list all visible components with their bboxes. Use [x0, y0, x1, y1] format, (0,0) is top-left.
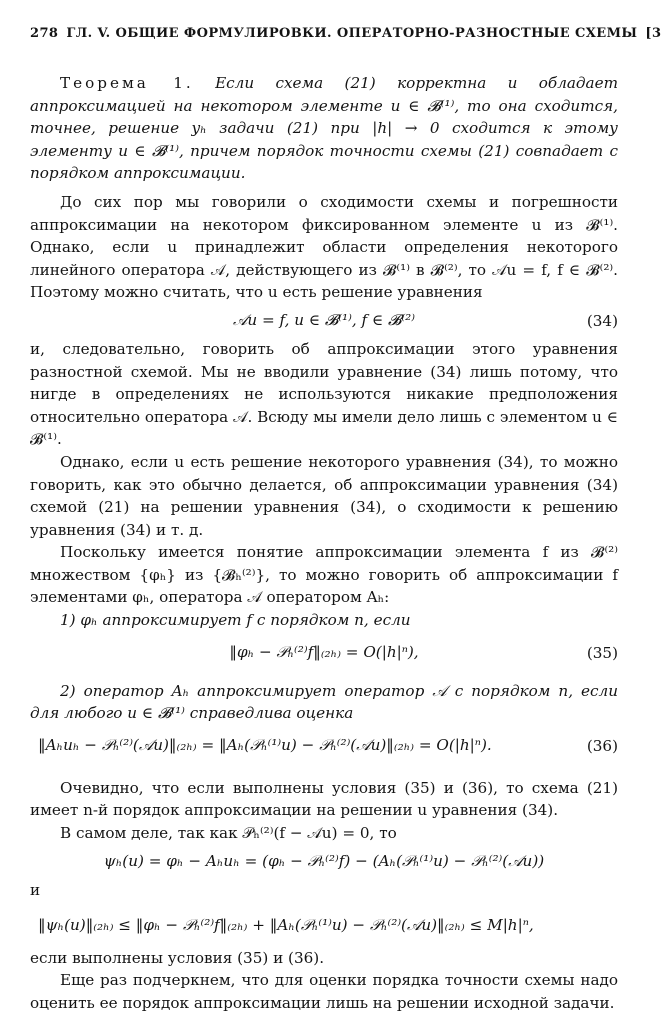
equation-35	[30, 632, 618, 674]
running-title: ГЛ. V. ОБЩИЕ ФОРМУЛИРОВКИ. ОПЕРАТОРНО-РАЗНОСТНЫЕ СХЕМЫ	[66, 26, 638, 41]
equation-34	[30, 304, 618, 338]
equation-35-body: ‖φₕ − 𝒫ₕ⁽²⁾f‖₍₂ₕ₎ = O(|h|ⁿ),	[229, 643, 419, 662]
page-number: 278	[30, 26, 59, 41]
list-item-1	[30, 609, 618, 632]
equation-36	[30, 725, 618, 767]
equation-34-number: (34)	[586, 311, 618, 330]
equation-norm-body: ‖ψₕ(u)‖₍₂ₕ₎ ≤ ‖φₕ − 𝒫ₕ⁽²⁾f‖₍₂ₕ₎ + ‖Aₕ(𝒫ₕ⁽¹⁾u) − 𝒫ₕ⁽²⁾(𝒜u)‖₍₂ₕ₎ ≤ M|h|ⁿ,	[38, 916, 534, 935]
paragraph-4: Поскольку имеется понятие аппроксимации элемента f из 𝓑⁽²⁾ множеством {φₕ} из {𝓑ₕ⁽²⁾}, то можно говорить об аппроксимации f элементами φₕ, оператора 𝒜 оператором Aₕ:	[30, 543, 618, 607]
theorem-text: Если схема (21) корректна и обладает аппроксимацией на некотором элементе u ∈ 𝓑⁽¹⁾, то она сходится, точнее, решение yₕ задачи (21) при |h| → 0 сходится к этому элементу u ∈ 𝓑⁽¹⁾, причем порядок точности схемы (21) совпадает с порядком аппроксимации.	[30, 74, 618, 183]
equation-34-body: 𝒜u = f, u ∈ 𝓑⁽¹⁾, f ∈ 𝓑⁽²⁾	[232, 311, 415, 330]
equation-norm	[30, 905, 618, 947]
equation-36-number: (36)	[586, 736, 618, 755]
conjunction-and: и	[30, 880, 41, 899]
paragraph-2: и, следовательно, говорить об аппроксимации этого уравнения разностной схемой. Мы не вводили уравнение (34) лишь потому, что нигде в определениях не используются никакие предположения относительно оператора 𝒜. Всюду мы имели дело лишь с элементом u ∈ 𝓑⁽¹⁾.	[30, 339, 618, 449]
section-number: [3	[645, 26, 661, 41]
list-item-2	[30, 680, 618, 725]
paragraph-7: если выполнены условия (35) и (36).	[30, 948, 325, 967]
theorem-label: Теорема 1.	[60, 74, 194, 92]
running-header	[30, 26, 661, 48]
paragraph-6: В самом деле, так как 𝒫ₕ⁽²⁾(f − 𝒜u) = 0, то	[60, 824, 397, 843]
theorem-paragraph	[30, 72, 618, 185]
equation-36-body: ‖Aₕuₕ − 𝒫ₕ⁽²⁾(𝒜u)‖₍₂ₕ₎ = ‖Aₕ(𝒫ₕ⁽¹⁾u) − 𝒫ₕ⁽²⁾(𝒜u)‖₍₂ₕ₎ = O(|h|ⁿ).	[38, 736, 492, 755]
paragraph-1: До сих пор мы говорили о сходимости схемы и погрешности аппроксимации на некотором фиксированном элементе u из 𝓑⁽¹⁾. Однако, если u принадлежит области определения некоторого линейного оператора 𝒜, действующего из 𝓑⁽¹⁾ в 𝓑⁽²⁾, то 𝒜u = f, f ∈ 𝓑⁽²⁾. Поэтому можно считать, что u есть решение уравнения	[30, 192, 618, 302]
equation-psi-body: ψₕ(u) = φₕ − Aₕuₕ = (φₕ − 𝒫ₕ⁽²⁾f) − (Aₕ(𝒫ₕ⁽¹⁾u) − 𝒫ₕ⁽²⁾(𝒜u))	[103, 852, 545, 871]
equation-psi	[30, 845, 618, 879]
list-item-1-text: 1) φₕ аппроксимирует f с порядком n, если	[60, 611, 411, 630]
equation-35-number: (35)	[586, 643, 618, 662]
list-item-2-text: 2) оператор Aₕ аппроксимирует оператор 𝒜 с порядком n, если для любого u ∈ 𝓑⁽¹⁾ справедлива оценка	[30, 681, 618, 723]
paragraph-8: Еще раз подчеркнем, что для оценки порядка точности схемы надо оценить ее порядок аппроксимации лишь на решении исходной задачи.	[30, 971, 618, 1012]
book-page	[30, 26, 661, 1014]
paragraph-5: Очевидно, что если выполнены условия (35) и (36), то схема (21) имеет n-й порядок аппроксимации на решении u уравнения (34).	[30, 778, 618, 820]
paragraph-3: Однако, если u есть решение некоторого уравнения (34), то можно говорить, как это обычно делается, об аппроксимации уравнения (34) схемой (21) на решении уравнения (34), о сходимости к решению уравнения (34) и т. д.	[30, 452, 618, 539]
